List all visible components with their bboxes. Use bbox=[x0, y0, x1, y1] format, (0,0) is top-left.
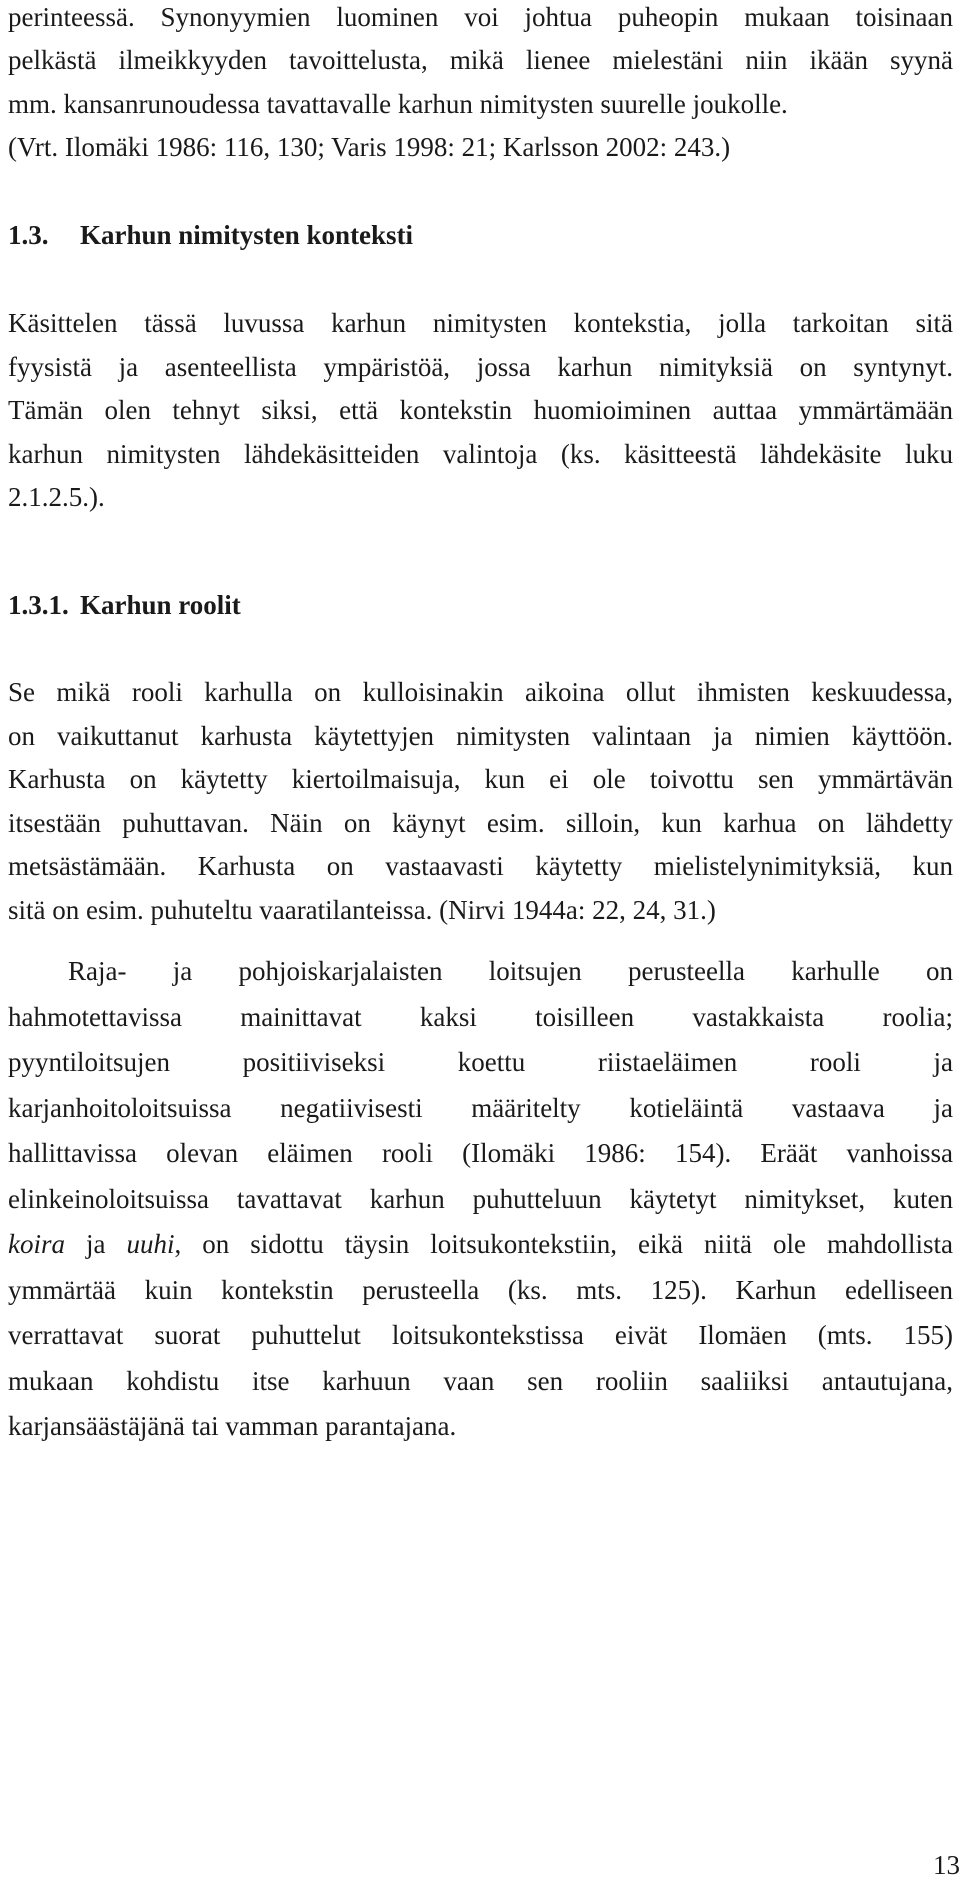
body-text-line: metsästämään. Karhusta on vastaavasti käytetty mielistelynimityksiä, kun bbox=[8, 851, 953, 881]
body-text-line bbox=[8, 1227, 953, 1261]
body-text-line: 2.1.2.5.). bbox=[8, 482, 105, 512]
body-text-line: mukaan kohdistu itse karhuun vaan sen rooliin saaliiksi antautujana, bbox=[8, 1366, 953, 1396]
body-text-line: Tämän olen tehnyt siksi, että kontekstin huomioiminen auttaa ymmärtämään bbox=[8, 395, 953, 425]
body-text-line: pelkästä ilmeikkyyden tavoittelusta, mikä lienee mielestäni niin ikään syynä bbox=[8, 45, 953, 75]
section-title: Karhun roolit bbox=[80, 590, 241, 620]
body-text-line: karjanhoitoloitsuissa negatiivisesti määritelty kotieläintä vastaava ja bbox=[8, 1093, 953, 1123]
body-text-line: hallittavissa olevan eläimen rooli (Ilomäki 1986: 154). Eräät vanhoissa bbox=[8, 1138, 953, 1168]
body-text-fragment: , on sidottu täysin loitsukontekstiin, eikä niitä ole mahdollista bbox=[174, 1229, 953, 1259]
subsection-heading bbox=[8, 588, 953, 622]
page-number: 13 bbox=[933, 1850, 960, 1880]
body-text-fragment: ja bbox=[65, 1229, 127, 1259]
body-text-line: Raja- ja pohjoiskarjalaisten loitsujen perusteella karhulle on bbox=[68, 956, 953, 986]
body-text-line: fyysistä ja asenteellista ympäristöä, jossa karhun nimityksiä on syntynyt. bbox=[8, 352, 953, 382]
body-text-line: elinkeinoloitsuissa tavattavat karhun puhutteluun käytetyt nimitykset, kuten bbox=[8, 1184, 953, 1214]
body-text-line: Se mikä rooli karhulla on kulloisinakin aikoina ollut ihmisten keskuudessa, bbox=[8, 677, 953, 707]
body-text-line: itsestään puhuttavan. Näin on käynyt esim. silloin, kun karhua on lähdetty bbox=[8, 808, 953, 838]
section-number: 1.3. bbox=[8, 220, 49, 250]
body-text-line: verrattavat suorat puhuttelut loitsukontekstissa eivät Ilomäen (mts. 155) bbox=[8, 1320, 953, 1350]
italic-term: uuhi bbox=[126, 1229, 175, 1259]
body-text-line: karjansäästäjänä tai vamman parantajana. bbox=[8, 1411, 457, 1441]
body-text-line: Käsittelen tässä luvussa karhun nimitysten kontekstia, jolla tarkoitan sitä bbox=[8, 308, 953, 338]
document-page bbox=[8, 0, 960, 1895]
italic-term: koira bbox=[8, 1229, 65, 1259]
body-text-line: (Vrt. Ilomäki 1986: 116, 130; Varis 1998: 21; Karlsson 2002: 243.) bbox=[8, 132, 731, 162]
body-text-line: mm. kansanrunoudessa tavattavalle karhun nimitysten suurelle joukolle. bbox=[8, 89, 788, 119]
section-number: 1.3.1. bbox=[8, 590, 69, 620]
body-text-line: on vaikuttanut karhusta käytettyjen nimitysten valintaan ja nimien käyttöön. bbox=[8, 721, 953, 751]
body-text-line: karhun nimitysten lähdekäsitteiden valintoja (ks. käsitteestä lähdekäsite luku bbox=[8, 439, 953, 469]
body-text-line: perinteessä. Synonyymien luominen voi johtua puheopin mukaan toisinaan bbox=[8, 2, 953, 32]
section-heading bbox=[8, 218, 953, 252]
body-text-line: Karhusta on käytetty kiertoilmaisuja, kun ei ole toivottu sen ymmärtävän bbox=[8, 764, 953, 794]
section-title: Karhun nimitysten konteksti bbox=[80, 220, 414, 250]
body-text-line: ymmärtää kuin kontekstin perusteella (ks. mts. 125). Karhun edelliseen bbox=[8, 1275, 953, 1305]
body-text-line: sitä on esim. puhuteltu vaaratilanteissa. (Nirvi 1944a: 22, 24, 31.) bbox=[8, 895, 716, 925]
body-text-line: hahmotettavissa mainittavat kaksi toisilleen vastakkaista roolia; bbox=[8, 1002, 953, 1032]
body-text-line: pyyntiloitsujen positiiviseksi koettu riistaeläimen rooli ja bbox=[8, 1047, 953, 1077]
